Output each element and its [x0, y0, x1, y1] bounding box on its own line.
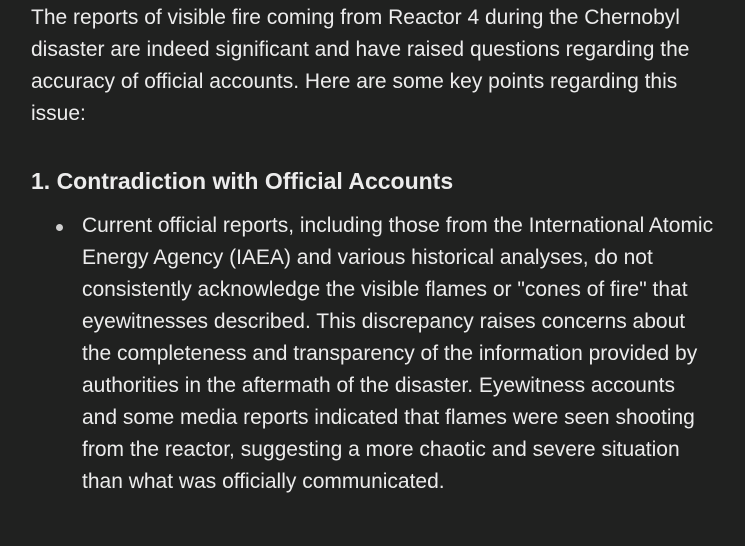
list-item-text: Current official reports, including those from the International Atomic Energy Agency (IAEA) and various historical analyses, do not consistently acknowledge the visible flames or "cones of fire" that eyewitnesses described. This discrepancy raises concerns about the completeness and transparency of the information provided by authorities in the aftermath of the disaster. Eyewitness accounts and some media reports indicated that flames were seen shooting from the reactor, suggesting a more chaotic and severe situation than what was officially communicated.	[82, 214, 714, 493]
bullet-dot-icon	[56, 224, 63, 231]
bullet-list	[0, 210, 745, 498]
section-heading: 1. Contradiction with Official Accounts	[31, 168, 454, 194]
intro-paragraph: The reports of visible fire coming from Reactor 4 during the Chernobyl disaster are indeed significant and have raised questions regarding the accuracy of official accounts. Here are some key points regarding this issue:	[31, 6, 690, 125]
list-item	[0, 210, 745, 498]
